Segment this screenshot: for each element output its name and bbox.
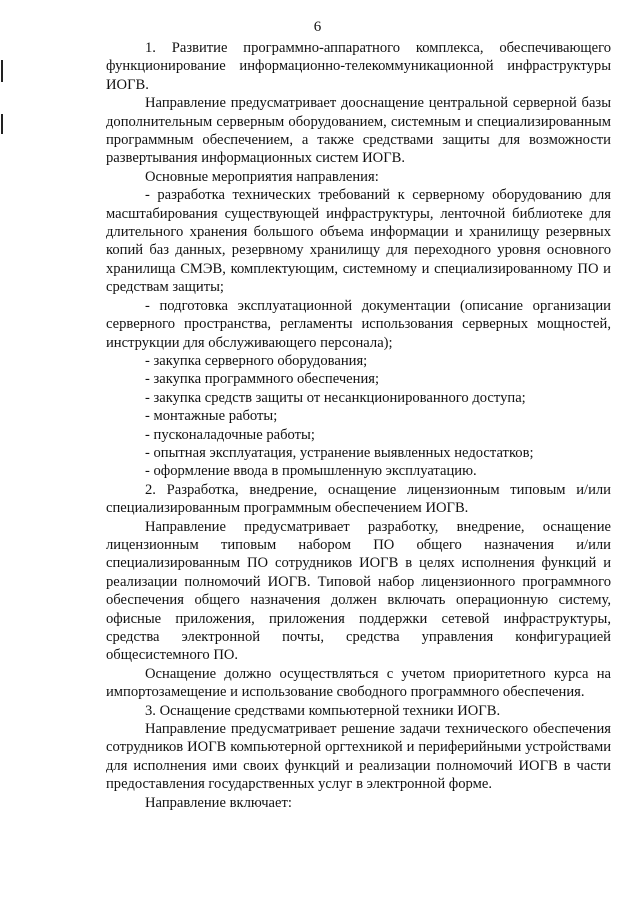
paragraph: Направление предусматривает разработку, внедрение, оснащение лицензионным типовым набором ПО общего назначения и/или специализированным ПО сотрудников ИОГВ в целях исполнения функций и реализации полномочий ИОГВ. Типовой набор лицензионного программного обеспечения общего назначения должен включать операционную систему, офисные приложения, приложения поддержки сетевой инфраструктуры, средства электронной почты, средства управления конфигурацией общесистемного ПО. [106, 518, 611, 664]
paragraph: Основные мероприятия направления: [145, 168, 379, 185]
paragraph: Направление предусматривает решение задачи технического обеспечения сотрудников ИОГВ компьютерной оргтехникой и периферийными устройствами для исполнения ими своих функций и реализации полномочий ИОГВ в части предоставления государственных услуг в электронной форме. [106, 721, 611, 793]
paragraph: Направление включает: [145, 794, 292, 811]
document-body [106, 39, 611, 812]
list-item: - закупка средств защиты от несанкционированного доступа; [145, 389, 526, 406]
page-number: 6 [313, 19, 322, 35]
section-heading-1: 1. Развитие программно-аппаратного комплекса, обеспечивающего функционирование информационно-телекоммуникационной инфраструктуры ИОГВ. [106, 40, 611, 93]
section-heading-2: 2. Разработка, внедрение, оснащение лицензионным типовым и/или специализированным программным обеспечением ИОГВ. [106, 481, 611, 517]
list-item: - монтажные работы; [145, 408, 278, 425]
list-item: - подготовка эксплуатационной документации (описание организации серверного пространства, регламенты использования серверных мощностей, инструкции для обслуживающего персонала); [106, 297, 611, 351]
scan-edge-mark [1, 114, 3, 134]
paragraph: Оснащение должно осуществляться с учетом приоритетного курса на импортозамещение и использование свободного программного обеспечения. [106, 665, 611, 701]
list-item: - опытная эксплуатация, устранение выявленных недостатков; [145, 444, 534, 461]
list-item: - закупка серверного оборудования; [145, 352, 368, 369]
list-item: - пусконаладочные работы; [145, 426, 315, 443]
paragraph: Направление предусматривает дооснащение центральной серверной базы дополнительным серверным оборудованием, системным и специализированным программным обеспечением, а также средствами защиты для возможности развертывания информационных систем ИОГВ. [106, 95, 611, 167]
list-item: - оформление ввода в промышленную эксплуатацию. [145, 463, 477, 480]
scan-edge-mark [1, 60, 3, 82]
section-heading-3: 3. Оснащение средствами компьютерной техники ИОГВ. [145, 702, 501, 719]
list-item: - разработка технических требований к серверному оборудованию для масштабирования существующей инфраструктуры, ленточной библиотеке для длительного хранения большого объема информации и хранилищу резервных копий баз данных, резервному хранилищу для переходного уровня основного хранилища СМЭВ, комплектующим, системному и специализированному ПО и средствам защиты; [106, 187, 611, 296]
list-item: - закупка программного обеспечения; [145, 371, 380, 388]
